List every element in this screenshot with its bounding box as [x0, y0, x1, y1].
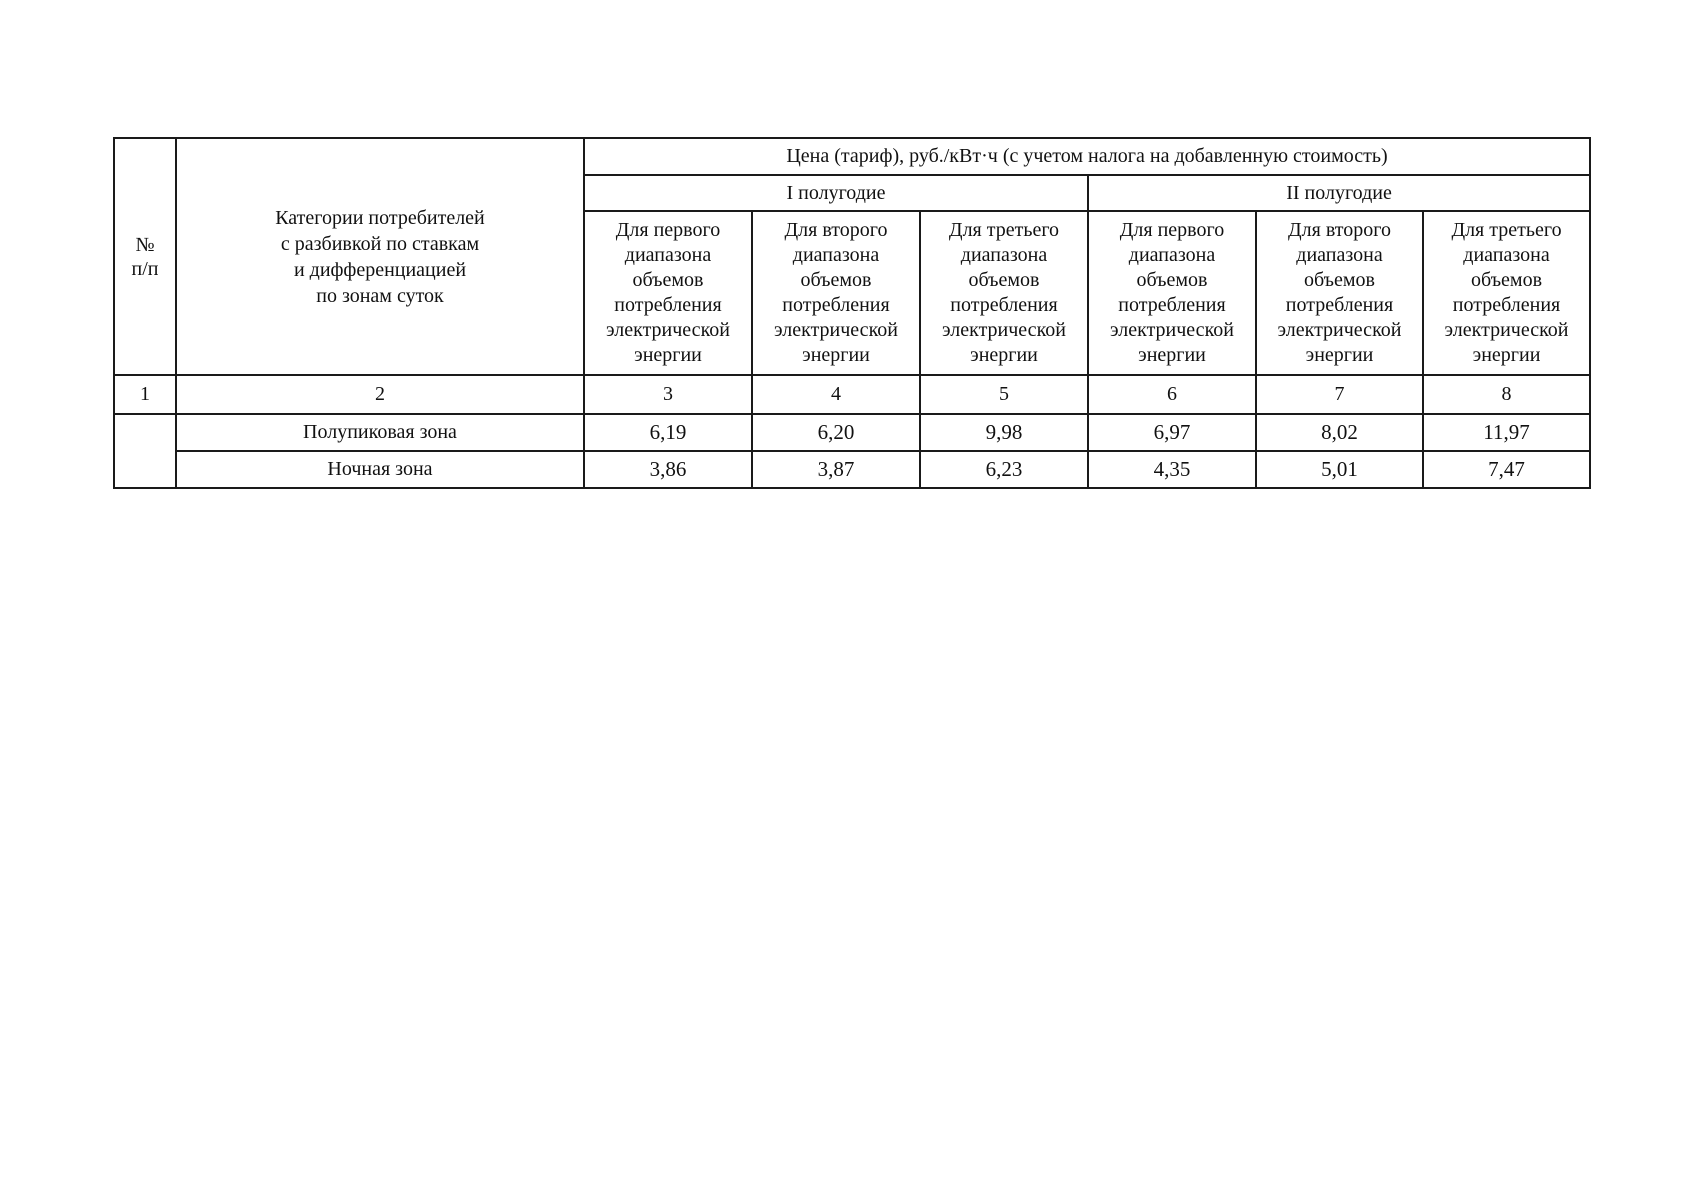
range-line: электрической: [1444, 319, 1569, 341]
header-range-cell: [1256, 211, 1423, 375]
range-line: электрической: [606, 319, 730, 341]
range-line: электрической: [1277, 319, 1402, 341]
value-cell: 5,01: [1256, 451, 1423, 488]
header-half-year-1: I полугодие: [584, 175, 1088, 211]
range-line: электрической: [1110, 319, 1234, 341]
range-line: Для второго: [1288, 219, 1391, 241]
range-line: энергии: [1472, 344, 1541, 366]
value-cell: 3,86: [584, 451, 752, 488]
range-line: объемов: [632, 269, 704, 291]
value-cell: 6,97: [1088, 414, 1256, 451]
column-number-cell: 7: [1256, 375, 1423, 414]
range-line: диапазона: [624, 244, 712, 266]
range-line: энергии: [1305, 344, 1374, 366]
value-cell: 3,87: [752, 451, 920, 488]
range-line: объемов: [1304, 269, 1375, 291]
table-row: [114, 414, 1590, 451]
header-half-year-2: II полугодие: [1088, 175, 1590, 211]
tariff-table: [113, 137, 1591, 489]
column-number-cell: 1: [114, 375, 176, 414]
header-range-cell: [920, 211, 1088, 375]
header-price-cell: Цена (тариф), руб./кВт·ч (с учетом налога на добавленную стоимость): [584, 138, 1590, 175]
header-number-line: п/п: [131, 257, 159, 280]
header-category-line: с разбивкой по ставкам: [280, 232, 480, 255]
value-cell: 6,20: [752, 414, 920, 451]
range-line: потребления: [1452, 294, 1561, 316]
value-cell: 11,97: [1423, 414, 1590, 451]
column-numbers-row: [114, 375, 1590, 414]
header-number-cell: [114, 138, 176, 375]
header-range-cell: [1423, 211, 1590, 375]
header-range-cell: [1088, 211, 1256, 375]
row-label-cell: Полупиковая зона: [176, 414, 584, 451]
row-label-cell: Ночная зона: [176, 451, 584, 488]
value-cell: 6,23: [920, 451, 1088, 488]
table-row: [114, 451, 1590, 488]
range-line: потребления: [1118, 294, 1226, 316]
range-line: потребления: [1285, 294, 1394, 316]
range-line: объемов: [968, 269, 1040, 291]
header-range-cell: [752, 211, 920, 375]
column-number-cell: 6: [1088, 375, 1256, 414]
range-line: диапазона: [960, 244, 1048, 266]
range-line: Для первого: [615, 219, 721, 241]
column-number-cell: 2: [176, 375, 584, 414]
range-line: энергии: [970, 344, 1038, 366]
value-cell: 4,35: [1088, 451, 1256, 488]
range-line: Для третьего: [948, 219, 1060, 241]
range-line: энергии: [802, 344, 870, 366]
value-cell: 9,98: [920, 414, 1088, 451]
column-number-cell: 3: [584, 375, 752, 414]
range-line: объемов: [800, 269, 872, 291]
range-line: диапазона: [1128, 244, 1216, 266]
header-range-cell: [584, 211, 752, 375]
header-category-line: по зонам суток: [316, 284, 444, 307]
column-number-cell: 5: [920, 375, 1088, 414]
range-line: потребления: [950, 294, 1058, 316]
range-line: объемов: [1471, 269, 1543, 291]
range-line: потребления: [614, 294, 722, 316]
range-line: Для третьего: [1451, 219, 1562, 241]
range-line: диапазона: [792, 244, 880, 266]
value-cell: 7,47: [1423, 451, 1590, 488]
header-row-price: [114, 138, 1590, 175]
range-line: потребления: [782, 294, 890, 316]
value-cell: 8,02: [1256, 414, 1423, 451]
range-line: энергии: [1138, 344, 1206, 366]
value-cell: 6,19: [584, 414, 752, 451]
range-line: диапазона: [1463, 244, 1550, 266]
range-line: энергии: [634, 344, 702, 366]
header-category-line: и дифференциацией: [293, 258, 467, 281]
column-number-cell: 4: [752, 375, 920, 414]
range-line: Для второго: [784, 219, 888, 241]
header-category-cell: [176, 138, 584, 375]
range-line: объемов: [1136, 269, 1208, 291]
header-category-line: Категории потребителей: [275, 206, 485, 229]
range-line: Для первого: [1119, 219, 1225, 241]
column-number-cell: 8: [1423, 375, 1590, 414]
header-number-line: №: [135, 233, 155, 256]
range-line: электрической: [942, 319, 1066, 341]
range-line: электрической: [774, 319, 898, 341]
range-line: диапазона: [1296, 244, 1383, 266]
row-number-cell-empty: [114, 414, 176, 488]
